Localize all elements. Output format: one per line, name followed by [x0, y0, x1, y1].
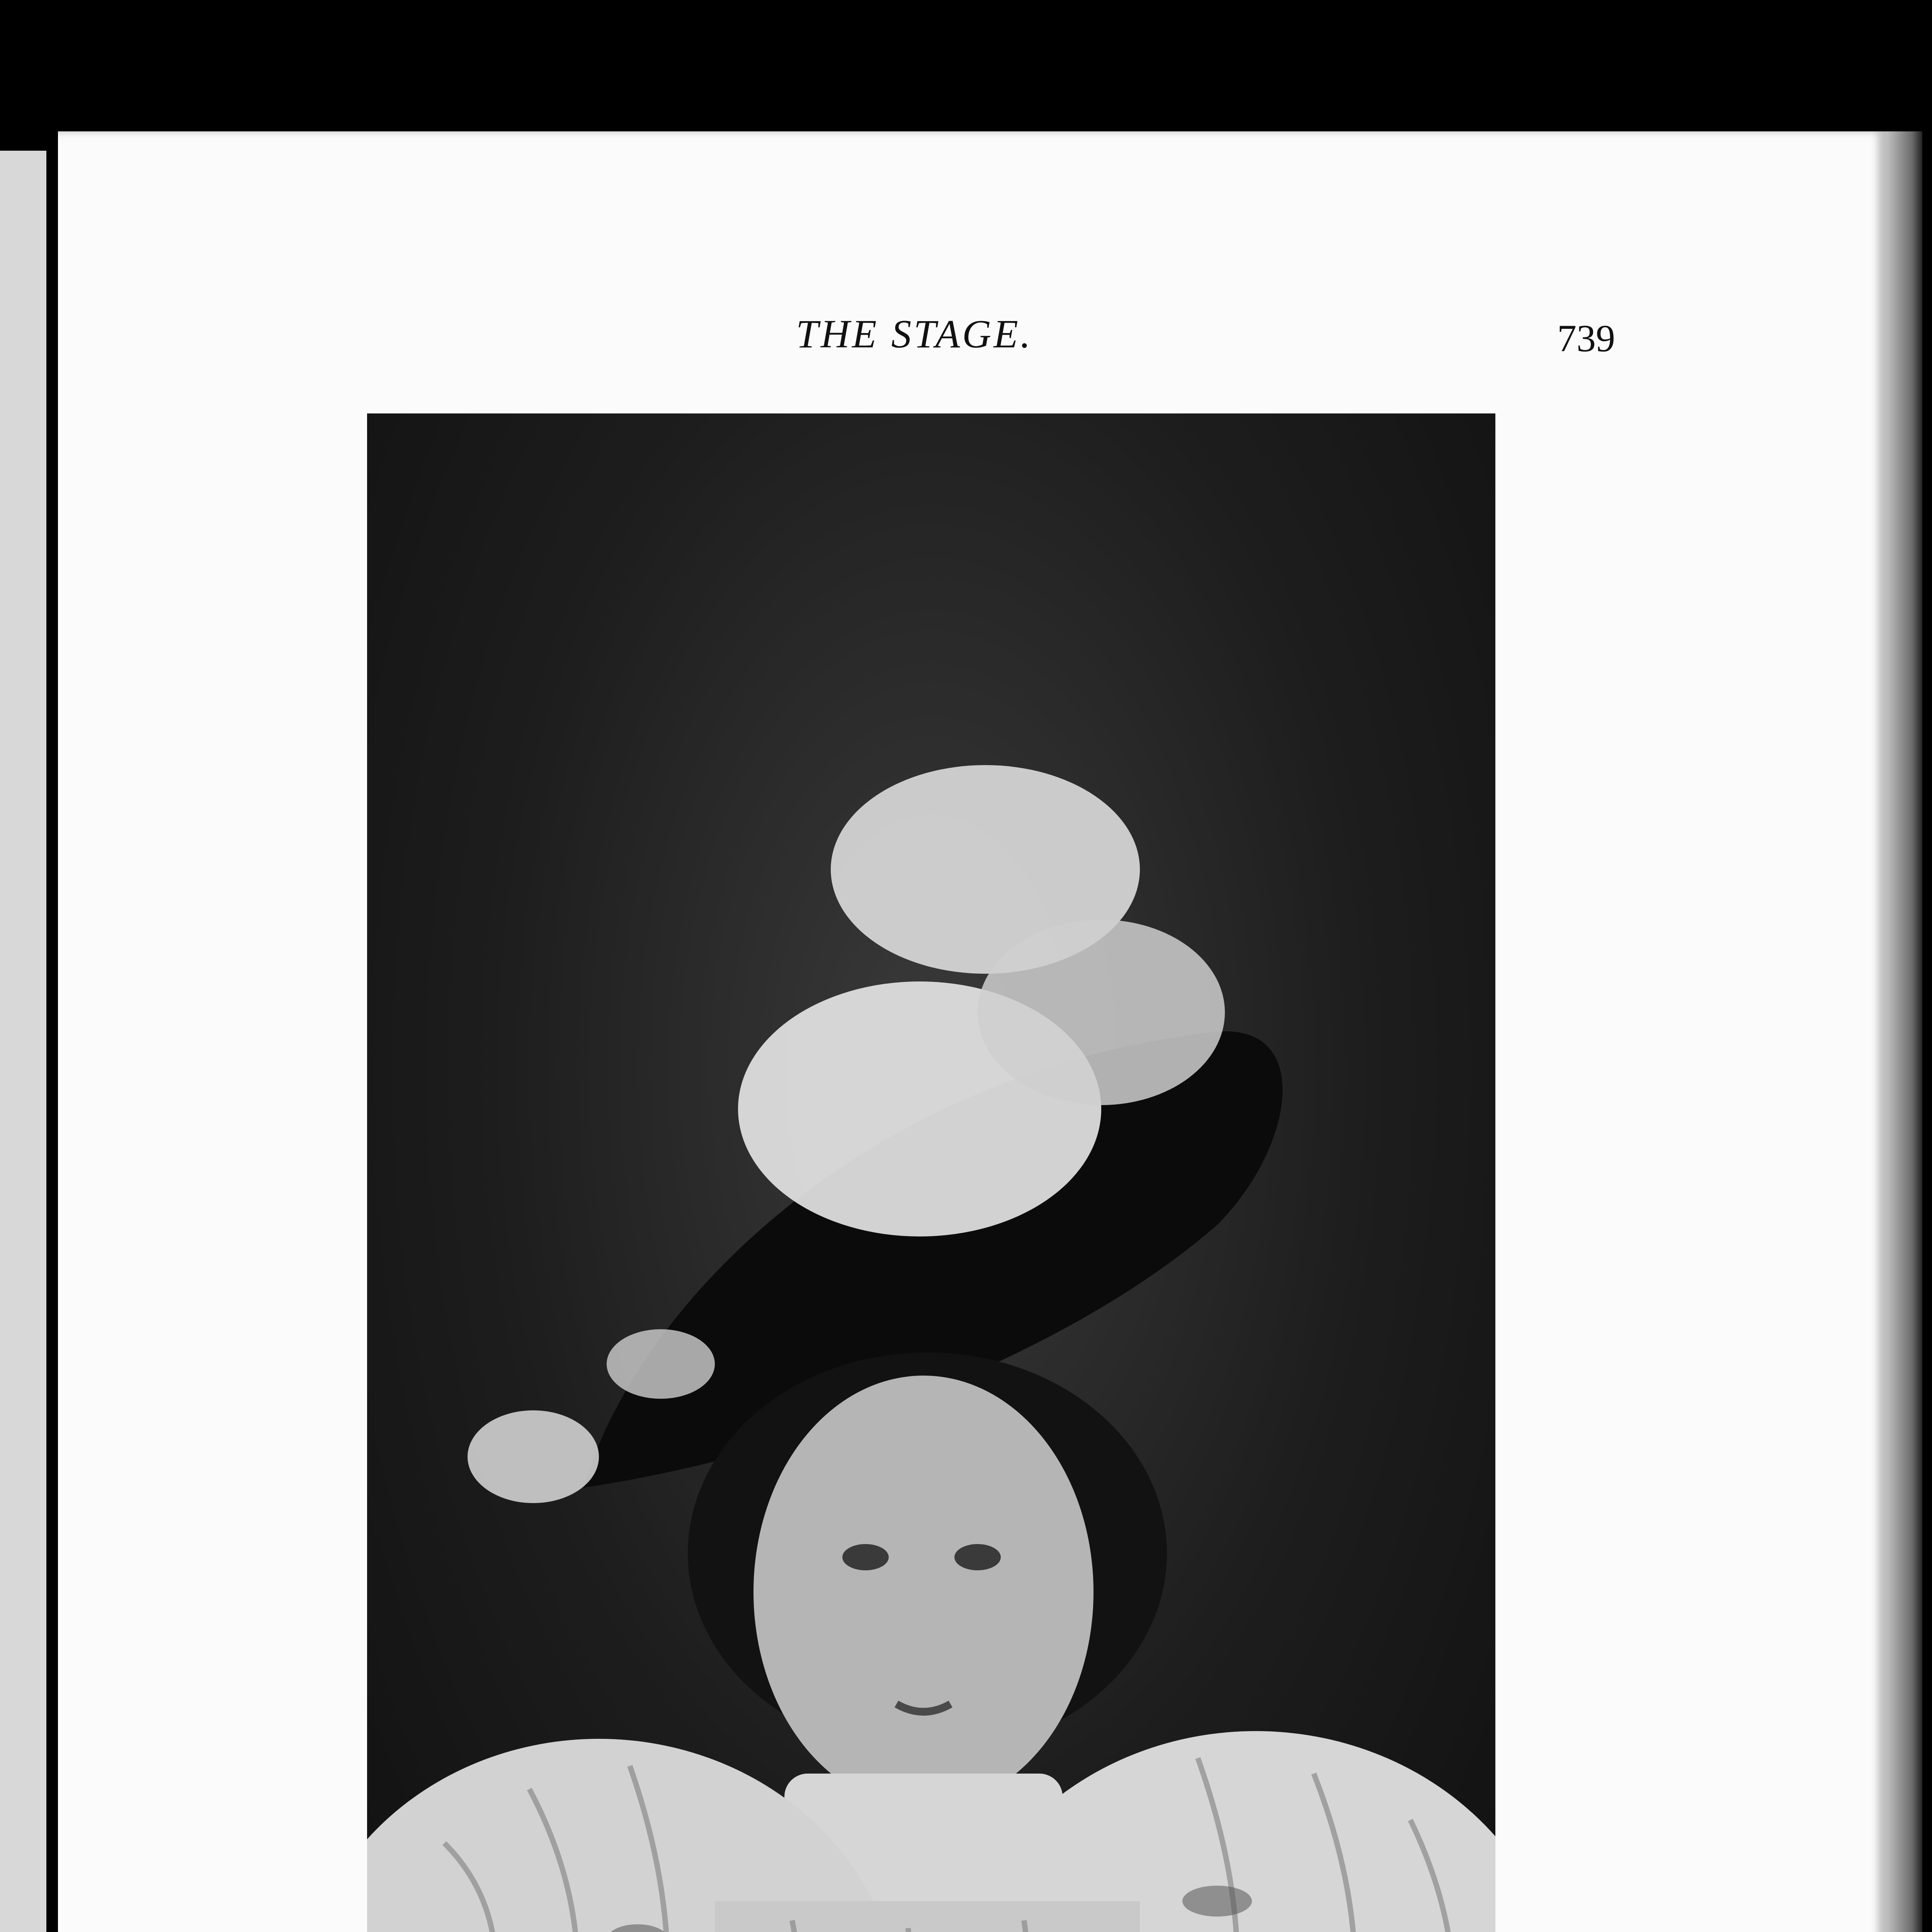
running-title: THE STAGE. [796, 312, 1033, 356]
portrait-illustration [367, 413, 1495, 1932]
page-number: 739 [1557, 317, 1615, 360]
facing-page-edge [0, 151, 46, 1932]
portrait-photograph [367, 413, 1495, 1932]
page-stack-edge [1888, 131, 1922, 1932]
